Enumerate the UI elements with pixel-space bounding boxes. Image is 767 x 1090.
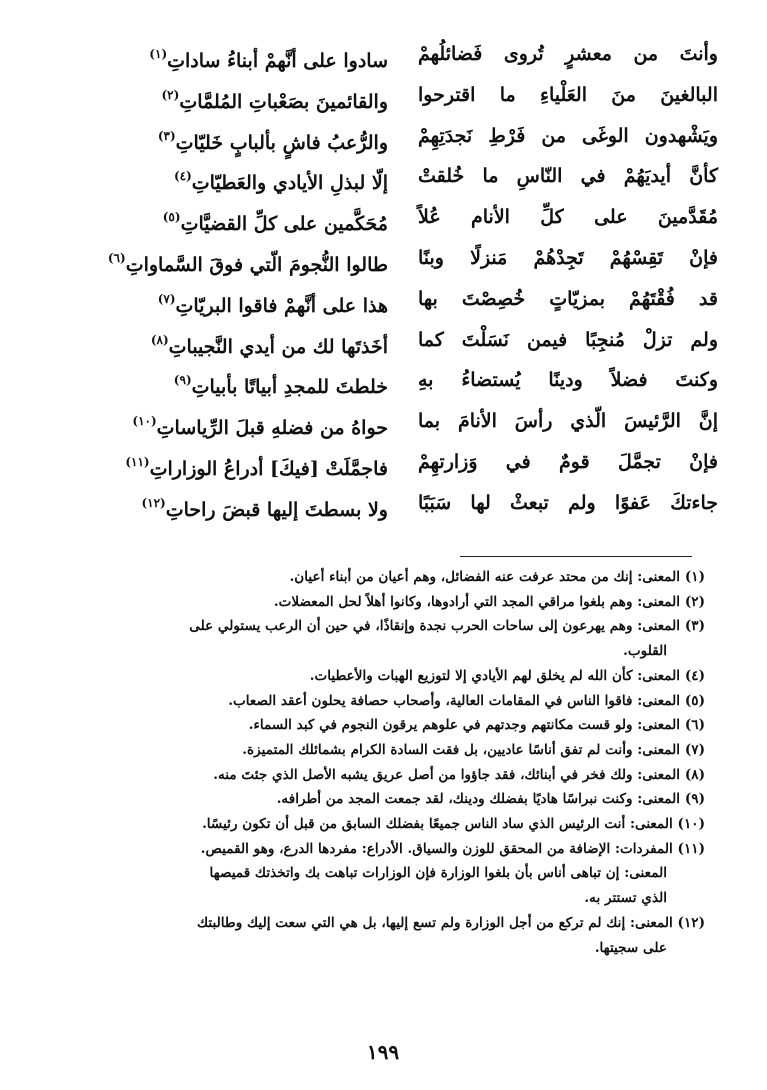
footnote-text: وهم يهرعون إلى ساحات الحرب نجدة وإنقاذًا، في حين أن الرعب يستولي على — [189, 618, 633, 635]
footnote-line — [60, 713, 705, 738]
footnote-label: المعنى: — [624, 865, 667, 882]
footnote-number: (٥) — [684, 692, 705, 709]
footnote-marker: (١١) — [125, 455, 150, 469]
footnote-text: ولك فخر في أبنائك، فقد جاؤوا من أصل عريق يشبه الأصل الذي جئتَ منه. — [213, 766, 633, 783]
footnote-line — [60, 565, 705, 590]
footnote-text: على سجيتها. — [594, 939, 667, 956]
footnote-label: المعنى: — [637, 791, 681, 808]
footnote-marker: (٤) — [173, 169, 192, 184]
verse-second-hemistich — [68, 34, 388, 74]
verse-second-hemistich — [68, 279, 388, 319]
verse-first-hemistich: فإنْ تجمَّلَ قومٌ في وَزارتهِمْ — [418, 451, 718, 473]
verse-first-hemistich: وكنتَ فضلاً ودينًا يُستضاءُ بهِ — [418, 369, 718, 392]
footnote-number: (١٠) — [677, 816, 705, 833]
footnote-label: المعنى: — [637, 766, 681, 783]
footnote-line — [60, 886, 705, 911]
footnote-label: المعنى: — [637, 569, 681, 585]
footnote-number: (٣) — [684, 618, 705, 635]
footnote-text: إنك لم تركع من أجل الوزارة ولم تسع إليها، بل هي التي سعت إليك وطالبتك — [196, 914, 626, 931]
footnote-line — [60, 614, 705, 639]
hemistich-text: فاجمَّلَتْ [فيكَ] أدراعُ الوزاراتِ — [149, 458, 388, 480]
footnote-label: المعنى: — [637, 692, 681, 709]
verse-second-hemistich — [68, 75, 388, 115]
footnote-number: (١٢) — [677, 914, 705, 931]
footnote-line — [60, 738, 705, 763]
footnote-line — [60, 664, 705, 689]
verse-second-hemistich — [68, 483, 388, 523]
hemistich-text: هذا على أنَّهمْ فاقوا البريّاتِ — [175, 294, 388, 317]
footnote-label: المفردات: — [614, 840, 673, 857]
footnote-text: إن تباهى أناس بأن بلغوا الوزارة فإن الوزارات تباهت بك واتخذتك قميصها — [209, 865, 620, 882]
footnote-text: كأن الله لم يخلق لهم الأيادي إلا لتوزيع الهبات والأعطيات. — [309, 667, 633, 684]
footnote-marker: (٩) — [173, 373, 192, 388]
footnote-label: المعنى: — [629, 914, 673, 931]
footnote-marker: (٦) — [107, 251, 126, 265]
footnote-marker: (١٠) — [132, 414, 157, 429]
footnote-text: إنك من محتد عرفت عنه الفضائل، وهم أعيان من أبناء أعيان. — [289, 569, 633, 585]
footnote-number: (١) — [684, 569, 705, 585]
footnote-text: أنت الرئيس الذي ساد الناس جميعًا بفضلك السابق من قبل أن تكون رئيسًا. — [202, 816, 626, 833]
verse-second-hemistich — [68, 156, 388, 196]
hemistich-text: ولا بسطتَ إليها قبضَ راحاتِ — [165, 498, 388, 521]
verse-first-hemistich: كأنَّ أيديَهُمْ في النّاسِ ما خُلقتْ — [418, 165, 718, 188]
footnote-marker: (١٢) — [141, 495, 166, 510]
verse-second-hemistich — [68, 197, 388, 237]
verse-first-hemistich: البالغينَ منَ العَلْياءِ ما اقترحوا — [418, 83, 718, 106]
footnote-marker: (٢) — [161, 87, 180, 102]
footnote-line — [60, 763, 705, 788]
hemistich-text: أخَذتَها لك من أيدي النَّجيباتِ — [168, 335, 388, 358]
footnote-line — [60, 787, 705, 812]
hemistich-text: والقائمينَ بصَعْباتِ المُلمَّاتِ — [179, 90, 388, 113]
hemistich-text: حواهُ من فضلهِ قبلَ الرِّياساتِ — [156, 417, 388, 440]
verse-first-hemistich: ولم تزلْ مُنجِبًا فيمن نَسَلْتَ كما — [418, 328, 718, 351]
footnote-line — [60, 936, 705, 961]
verse-first-hemistich: وأنتَ من معشرٍ تُروى فَضائلُهمْ — [418, 43, 718, 65]
page-number: ١٩٩ — [366, 1040, 400, 1064]
hemistich-text: خلطتَ للمجدِ أبياتًا بأبياتِ — [191, 376, 388, 399]
hemistich-text: مُحَكَّمين على كلِّ القضيَّاتِ — [180, 213, 388, 236]
verse-first-hemistich: إنَّ الرَّئيسَ الّذي رأسَ الأنامَ بما — [418, 410, 718, 433]
footnote-text: وهم بلغوا مراقي المجد التي أرادوها، وكانوا أهلاً لحل المعضلات. — [273, 593, 633, 610]
verse-first-hemistich: ويَشْهدون الوغَى من فَرْطِ نَجدَتِهِمْ — [418, 124, 718, 147]
verse-second-hemistich — [68, 116, 388, 156]
footnote-line — [60, 812, 705, 837]
footnote-label: المعنى: — [637, 717, 681, 734]
verse-first-hemistich: فإنْ تَقِسْهُمْ تَجِدْهُمْ مَنزلًا وبنًا — [418, 247, 718, 269]
footnote-number: (١١) — [677, 840, 705, 857]
footnote-marker: (٥) — [162, 210, 181, 225]
footnote-number: (٦) — [684, 717, 705, 734]
footnote-marker: (٨) — [150, 332, 169, 347]
footnote-line — [60, 639, 705, 664]
footnote-label: المعنى: — [637, 667, 681, 684]
footnote-label: المعنى: — [637, 593, 681, 610]
hemistich-text: طالوا النُّجومَ الّتي فوقَ السَّماواتِ — [125, 254, 388, 276]
footnote-number: (٩) — [684, 791, 705, 808]
verse-second-hemistich — [68, 238, 388, 278]
verse-first-hemistich: مُقَدَّمينَ على كلِّ الأنام عُلاً — [418, 206, 718, 229]
footnote-line — [60, 911, 705, 936]
footnote-marker: (١) — [149, 47, 168, 61]
footnotes — [60, 565, 705, 960]
footnote-number: (٧) — [684, 741, 705, 758]
verse-first-hemistich: قد فُقْتَهُمْ بمزيّاتٍ خُصِصْتَ بها — [418, 287, 718, 310]
verse-second-hemistich — [68, 320, 388, 360]
footnote-text: الإضافة من المحقق للوزن والسياق. الأدراع: مفردها الدرع، وهو القميص. — [200, 840, 611, 857]
footnote-text: فاقوا الناس في المقامات العالية، وأصحاب حصافة يحلون أعقد الصعاب. — [228, 692, 633, 709]
footnote-number: (٨) — [684, 766, 705, 783]
footnote-line — [60, 590, 705, 615]
footnote-marker: (٣) — [157, 128, 176, 143]
verse-second-hemistich — [68, 360, 388, 400]
hemistich-text: سادوا على أنَّهمْ أبناءُ ساداتِ — [167, 50, 388, 72]
footnote-text: القلوب. — [623, 643, 667, 660]
footnote-text: الذي تستتر به. — [584, 890, 667, 907]
footnote-text: وكنت نبراسًا هاديًا بفضلك ودينك، لقد جمعت المجد من أطرافه. — [276, 791, 633, 808]
verse-second-hemistich — [68, 401, 388, 441]
footnote-text: ولو قست مكانتهم وجدتهم في علوهم يرقون النجوم في كبد السماء. — [248, 717, 633, 734]
footnote-line — [60, 689, 705, 714]
footnote-line — [60, 837, 705, 862]
footnote-separator — [460, 556, 692, 557]
verse-first-hemistich: جاءتكَ عَفوًا ولم تبعثْ لها سَبَبًا — [418, 491, 718, 514]
footnote-marker: (٧) — [157, 291, 176, 306]
hemistich-text: والرُّعبُ فاشٍ بألبابٍ خَليّاتِ — [175, 131, 388, 154]
footnote-number: (٤) — [684, 667, 705, 684]
footnote-label: المعنى: — [637, 618, 681, 635]
hemistich-text: إلّا لبذلِ الأيادي والعَطيّاتِ — [191, 172, 388, 195]
footnote-label: المعنى: — [629, 816, 673, 833]
footnote-text: وأنت لم تفق أناسًا عاديين، بل فقت السادة الكرام بشمائلك المتميزة. — [242, 741, 633, 758]
verse-second-hemistich — [68, 442, 388, 482]
footnote-number: (٢) — [684, 593, 705, 610]
footnote-line — [60, 861, 705, 886]
footnote-label: المعنى: — [637, 741, 681, 758]
